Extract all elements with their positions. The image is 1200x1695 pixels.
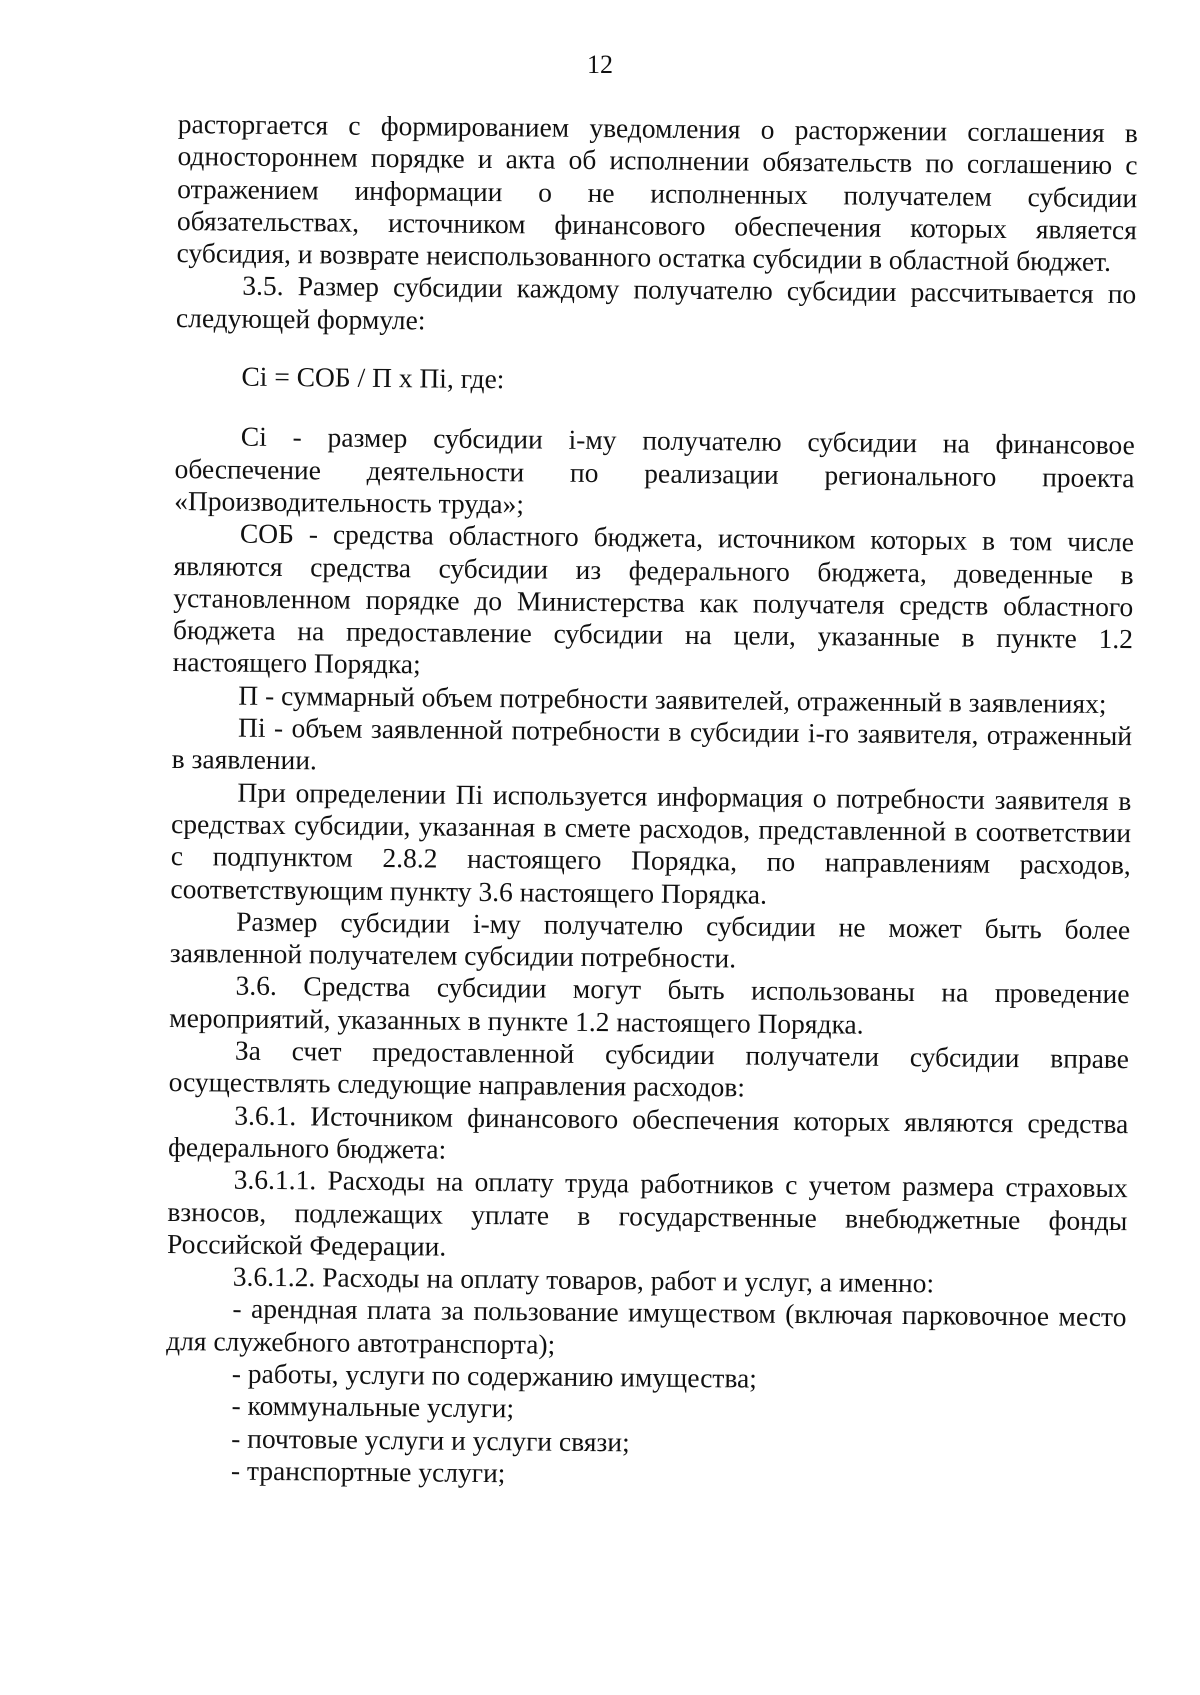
paragraph-expense-directions: За счет предоставленной субсидии получатели субсидии вправе осуществлять следующие направления расходов: — [168, 1034, 1130, 1103]
definition-sob: СОБ - средства областного бюджета, источником которых в том числе являются средства субсидии из федерального бюджета, доведенные в установленном порядке до Министерства как получателя средств областного бюджета на предоставление субсидии на цели, указанные в пункте 1.2 настоящего Порядка; — [172, 517, 1135, 680]
list-item-utilities: - коммунальные услуги; — [231, 1389, 515, 1424]
list-item-rent: - арендная плата за пользование имуществом (включая парковочное место для служебного автотранспорта); — [166, 1292, 1127, 1360]
definition-p: П - суммарный объем потребности заявителей, отраженный в заявлениях; — [238, 679, 1107, 719]
definition-ci: Ci - размер субсидии i-му получателю субсидии на финансовое обеспечение деятельности по реализации регионального проекта «Производительность труда»; — [174, 420, 1135, 520]
paragraph-pi-determination: При определении Пi используется информация о потребности заявителя в средствах субсидии, указанная в смете расходов, представленной в соответствии с подпунктом 2.8.2 настоящего Порядка, по направлениям расходов, соответствующим пункту 3.6 настоящего Порядка. — [170, 776, 1132, 910]
paragraph-subsidy-limit: Размер субсидии i-му получателю субсидии не может быть более заявленной получателем субсидии потребности. — [169, 905, 1131, 974]
list-item-postal: - почтовые услуги и услуги связи; — [231, 1422, 630, 1457]
paragraph-3-6-1-1: 3.6.1.1. Расходы на оплату труда работников с учетом размера страховых взносов, подлежащих уплате в государственные внебюджетные фонды Российской Федерации. — [166, 1163, 1128, 1262]
formula: Ci = СОБ / П х Пi, где: — [241, 360, 505, 395]
list-item-maintenance: - работы, услуги по содержанию имущества; — [231, 1357, 758, 1394]
definition-pi: Пi - объем заявленной потребности в субсидии i-го заявителя, отраженный в заявлении. — [171, 711, 1133, 776]
paragraph-3-6: 3.6. Средства субсидии могут быть использованы на проведение мероприятий, указанных в пункте 1.2 настоящего Порядка. — [169, 970, 1130, 1040]
document-body — [165, 108, 1138, 1495]
page-number: 12 — [587, 50, 613, 79]
paragraph-continuation: расторгается с формированием уведомления о расторжении соглашения в одностороннем порядке и акта об исполнении обязательств по соглашению с отражением информации о не исполненных получателем субсидии обязательствах, источником финансового обеспечения которых является субсидия, и возврате неиспользованного остатка субсидии в областной бюджет. — [176, 108, 1138, 278]
paragraph-3-6-1: 3.6.1. Источником финансового обеспечения которых являются средства федерального бюджета: — [167, 1099, 1129, 1165]
list-item-transport: - транспортные услуги; — [230, 1454, 506, 1489]
paragraph-3-5: 3.5. Размер субсидии каждому получателю субсидии рассчитывается по следующей формуле: — [175, 270, 1137, 336]
paragraph-3-6-1-2: 3.6.1.2. Расходы на оплату товаров, работ и услуг, а именно: — [232, 1260, 935, 1299]
